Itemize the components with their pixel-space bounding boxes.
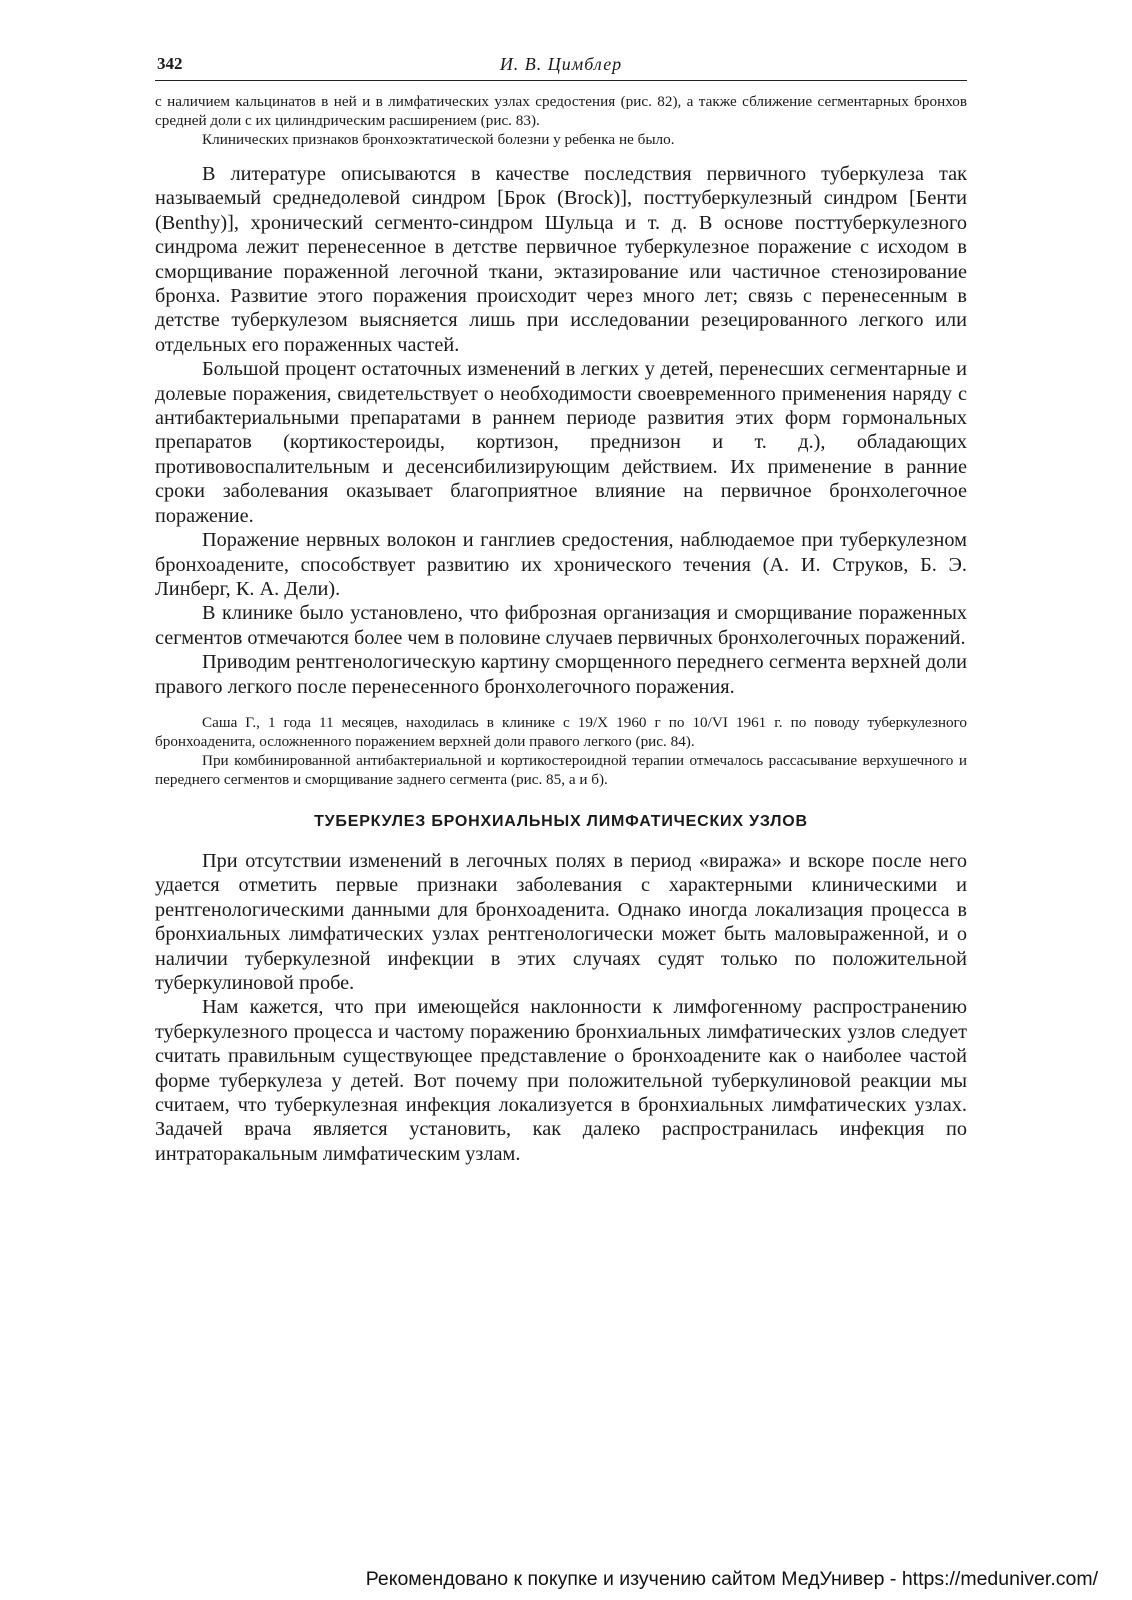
body-paragraph: Большой процент остаточных изменений в легких у детей, перенесших сегментарные и долевые поражения, свидетельствует о необходимости своевременного применения наряду с антибактериальными препаратами в раннем периоде развития этих форм гормональных препаратов (кортикостероиды, кортизон, преднизон и т. д.), обладающих противовоспалительным и десенсибилизирующим действием. Их применение в ранние сроки заболевания оказывает благоприятное влияние на первичное бронхолегочное поражение. — [155, 358, 967, 527]
body-paragraph: Поражение нервных волокон и ганглиев средостения, наблюдаемое при туберкулезном бронхоадените, способствует развитию их хронического течения (А. И. Струков, Б. Э. Линберг, К. А. Дели). — [155, 529, 967, 600]
case-note-paragraph: с наличием кальцинатов в ней и в лимфатических узлах средостения (рис. 82), а также сближение сегментарных бронхов средней доли с их цилиндрическим расширением (рис. 83). — [155, 93, 967, 129]
running-title: И. В. Цимблер — [499, 54, 623, 74]
case-note-continuation — [155, 92, 967, 149]
watermark-footer: Рекомендовано к покупке и изучению сайтом МедУнивер - https://meduniver.com/ — [365, 1568, 1098, 1590]
case-note-paragraph: Саша Г., 1 года 11 месяцев, находилась в клинике с 19/X 1960 г по 10/VI 1961 г. по поводу туберкулезного бронхоаденита, осложненного поражением верхней доли правого легкого (рис. 84). — [155, 713, 967, 750]
body-text-section-1 — [155, 162, 967, 699]
case-report — [155, 713, 967, 789]
page-number: 342 — [157, 54, 183, 73]
body-text-section-2 — [155, 849, 967, 1166]
body-paragraph: В литературе описываются в качестве последствия первичного туберкулеза так называемый среднедолевой синдром [Брок (Brock)], посттуберкулезный синдром [Бенти (Benthy)], хронический сегменто-синдром Шульца и т. д. В основе посттуберкулезного синдрома лежит перенесенное в детстве первичное туберкулезное поражение с исходом в сморщивание пораженной легочной ткани, эктазирование или частичное стенозирование бронха. Развитие этого поражения происходит через много лет; связь с перенесенным в детстве туберкулезом выясняется лишь при исследовании резецированного легкого или отдельных его пораженных частей. — [155, 163, 967, 356]
body-paragraph: В клинике было установлено, что фиброзная организация и сморщивание пораженных сегментов отмечаются более чем в половине случаев первичных бронхолегочных поражений. — [155, 602, 967, 649]
body-paragraph: При отсутствии изменений в легочных полях в период «виража» и вскоре после него удается отметить первые признаки заболевания с характерными клиническими и рентгенологическими данными для бронхоаденита. Однако иногда локализация процесса в бронхиальных лимфатических узлах рентгенологически может быть маловыраженной, и о наличии туберкулезной инфекции в этих случаях судят только по положительной туберкулиновой пробе. — [155, 849, 967, 994]
body-paragraph: Нам кажется, что при имеющейся наклонности к лимфогенному распространению туберкулезного процесса и частому поражению бронхиальных лимфатических узлов следует считать правильным существующее представление о бронхоадените как о наиболее частой форме туберкулеза у детей. Вот почему при положительной туберкулиновой реакции мы считаем, что туберкулезная инфекция локализуется в бронхиальных лимфатических узлах. Задачей врача является установить, как далеко распространилась инфекция по интраторакальным лимфатическим узлам. — [155, 996, 967, 1165]
running-header — [155, 50, 967, 81]
body-paragraph: Приводим рентгенологическую картину сморщенного переднего сегмента верхней доли правого легкого после перенесенного бронхолегочного поражения. — [155, 651, 967, 698]
case-note-paragraph: Клинических признаков бронхоэктатической болезни у ребенка не было. — [202, 131, 675, 148]
section-heading: ТУБЕРКУЛЕЗ БРОНХИАЛЬНЫХ ЛИМФАТИЧЕСКИХ УЗЛОВ — [314, 812, 808, 830]
case-note-paragraph: При комбинированной антибактериальной и кортикостероидной терапии отмечалось рассасывание верхушечного и переднего сегментов и сморщивание заднего сегмента (рис. 85, а и б). — [155, 751, 967, 788]
book-page — [155, 50, 967, 1166]
